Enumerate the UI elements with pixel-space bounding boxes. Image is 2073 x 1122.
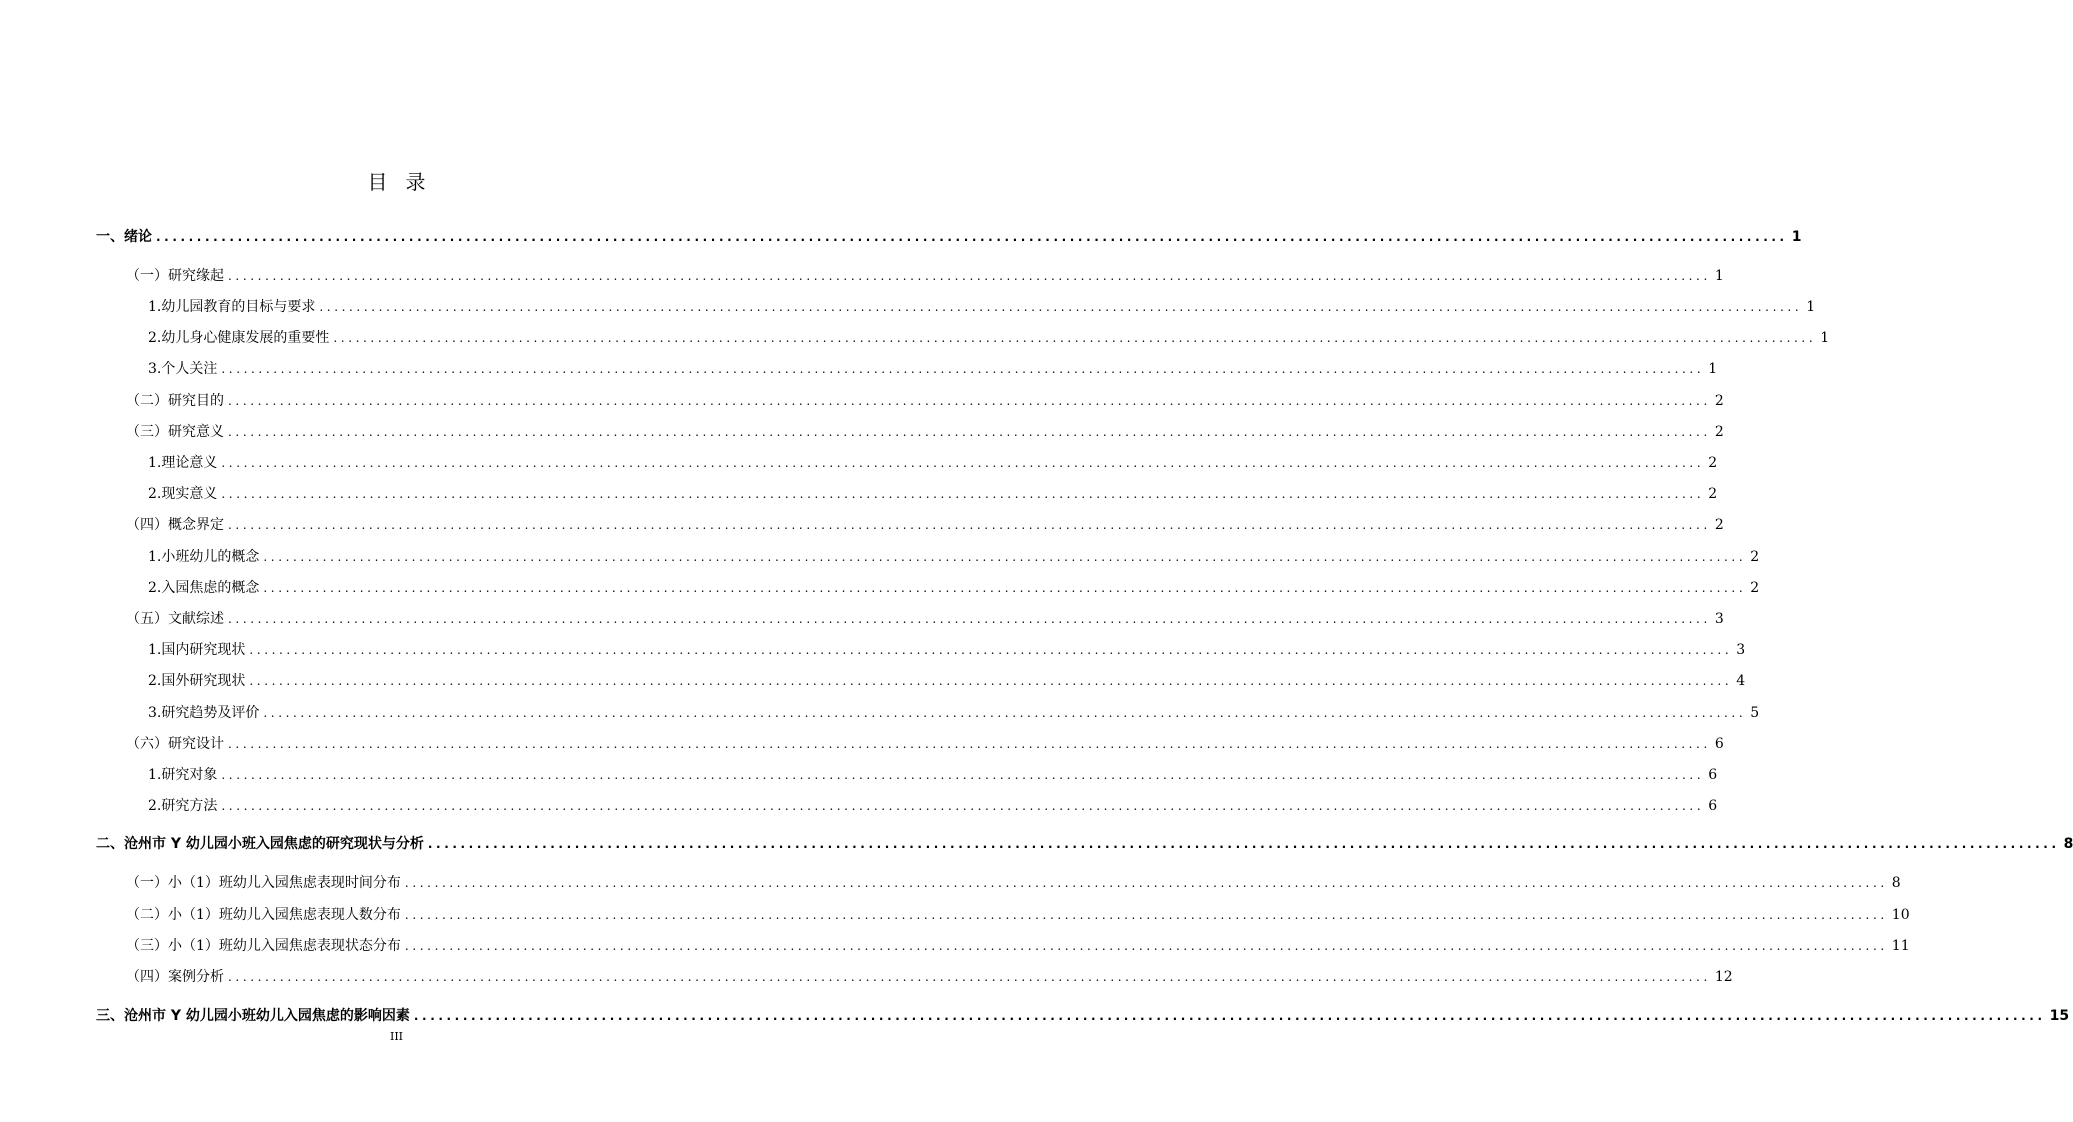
toc-leader-dots: ........................................................................................................................................................................................................ (263, 550, 1747, 564)
toc-entry-number: 1. (148, 549, 162, 565)
toc-leader-dots: ........................................................................................................................................................................................................ (156, 230, 1788, 244)
toc-entry-title: 小（1）班幼儿入园焦虑表现人数分布 (168, 907, 401, 923)
toc-entry-page: 2 (1750, 580, 1760, 596)
toc-leader-dots: ........................................................................................................................................................................................................ (263, 581, 1747, 595)
toc-entry-number: （三） (126, 424, 168, 440)
toc-entry[interactable] (126, 872, 1901, 894)
toc-leader-dots: ........................................................................................................................................................................................................ (228, 394, 1711, 408)
toc-entry-number: （一） (126, 268, 168, 284)
toc-entry-page: 2 (1714, 424, 1724, 440)
toc-entry-number: 1. (148, 299, 162, 315)
toc-entry-page: 1 (1806, 299, 1816, 315)
toc-entry-number: 一、 (96, 229, 124, 245)
toc-leader-dots: ........................................................................................................................................................................................................ (333, 331, 1817, 345)
toc-entry-page: 6 (1708, 767, 1718, 783)
toc-entry-page: 1 (1708, 361, 1718, 377)
toc-entry[interactable] (126, 608, 1724, 630)
toc-entry-title: 研究目的 (168, 393, 224, 409)
toc-entry-page: 6 (1708, 798, 1718, 814)
toc-entry-number: （五） (126, 611, 168, 627)
toc-entry[interactable] (148, 327, 1830, 349)
toc-entry-title: 小（1）班幼儿入园焦虑表现状态分布 (168, 938, 401, 954)
toc-entry[interactable] (148, 577, 1760, 599)
toc-entry[interactable] (148, 795, 1718, 817)
toc-entry-page: 6 (1714, 736, 1724, 752)
page-title (0, 166, 793, 195)
toc-entry-title: 理论意义 (161, 455, 218, 471)
toc-entry-title: 研究趋势及评价 (161, 705, 260, 721)
toc-entry-number: （一） (126, 875, 168, 891)
toc-entry-page: 2 (1708, 455, 1718, 471)
toc-entry[interactable] (148, 358, 1718, 380)
toc-leader-dots: ........................................................................................................................................................................................................ (413, 1009, 2046, 1023)
toc-entry-number: 二、 (96, 836, 124, 852)
toc-entry[interactable] (126, 514, 1724, 536)
toc-leader-dots: ........................................................................................................................................................................................................ (228, 970, 1711, 984)
toc-leader-dots: ........................................................................................................................................................................................................ (221, 799, 1705, 813)
toc-entry-page: 10 (1891, 907, 1910, 923)
toc-entry-number: 1. (148, 767, 162, 783)
toc-entry-title: 幼儿园教育的目标与要求 (161, 299, 316, 315)
toc-entry-number: 1. (148, 642, 162, 658)
toc-entry-title: 沧州市 Y 幼儿园小班幼儿入园焦虑的影响因素 (124, 1008, 410, 1024)
toc-entry-page: 3 (1736, 642, 1746, 658)
toc-entry-title: 幼儿身心健康发展的重要性 (161, 330, 330, 346)
toc-entry-number: 1. (148, 455, 162, 471)
toc-entry-page: 8 (2063, 836, 2073, 852)
toc-leader-dots: ........................................................................................................................................................................................................ (249, 643, 1733, 657)
toc-leader-dots: ........................................................................................................................................................................................................ (228, 737, 1711, 751)
toc-entry-page: 2 (1708, 486, 1718, 502)
toc-leader-dots: ........................................................................................................................................................................................................ (228, 612, 1711, 626)
toc-entry-page: 2 (1714, 517, 1724, 533)
toc-entry-title: 文献综述 (168, 611, 224, 627)
toc-leader-dots: ........................................................................................................................................................................................................ (427, 837, 2060, 851)
toc-leader-dots: ........................................................................................................................................................................................................ (221, 456, 1705, 470)
page-number-footer: III (389, 1030, 404, 1043)
toc-entry-page: 8 (1891, 875, 1901, 891)
toc-leader-dots: ........................................................................................................................................................................................................ (221, 362, 1705, 376)
toc-entry[interactable] (126, 904, 1910, 926)
toc-entry-number: （二） (126, 907, 168, 923)
toc-entry[interactable] (126, 421, 1724, 443)
toc-entry[interactable] (96, 226, 1802, 248)
title-part-2: 录 (405, 170, 426, 194)
toc-entry-title: 研究意义 (168, 424, 224, 440)
toc-entry-page: 5 (1750, 705, 1760, 721)
toc-entry[interactable] (148, 546, 1760, 568)
toc-entry-page: 2 (1714, 393, 1724, 409)
toc-leader-dots: ........................................................................................................................................................................................................ (221, 487, 1705, 501)
toc-entry-page: 3 (1714, 611, 1724, 627)
toc-entry-title: 研究对象 (161, 767, 218, 783)
toc-entry-page: 1 (1820, 330, 1830, 346)
toc-entry[interactable] (126, 265, 1724, 287)
toc-leader-dots: ........................................................................................................................................................................................................ (319, 300, 1803, 314)
toc-entry-number: （六） (126, 736, 168, 752)
toc-entry-title: 国内研究现状 (161, 642, 246, 658)
toc-entry-number: 2. (148, 673, 162, 689)
toc-entry-number: 2. (148, 330, 162, 346)
toc-entry-page: 4 (1736, 673, 1746, 689)
toc-leader-dots: ........................................................................................................................................................................................................ (228, 269, 1711, 283)
toc-entry-title: 小班幼儿的概念 (161, 549, 260, 565)
toc-entry-page: 1 (1791, 229, 1802, 245)
toc-entry[interactable] (148, 670, 1746, 692)
toc-entry[interactable] (148, 702, 1760, 724)
toc-entry[interactable] (126, 966, 1733, 988)
title-part-1: 目 (367, 170, 388, 194)
toc-leader-dots: ........................................................................................................................................................................................................ (404, 939, 1888, 953)
toc-entry[interactable] (96, 1005, 2070, 1027)
toc-entry[interactable] (148, 296, 1816, 318)
toc-entry[interactable] (148, 483, 1718, 505)
toc-entry-title: 研究设计 (168, 736, 224, 752)
toc-entry[interactable] (148, 764, 1718, 786)
toc-entry[interactable] (126, 733, 1724, 755)
toc-entry-page: 15 (2049, 1008, 2070, 1024)
toc-entry-title: 小（1）班幼儿入园焦虑表现时间分布 (168, 875, 401, 891)
toc-entry-title: 概念界定 (168, 517, 224, 533)
toc-entry-title: 国外研究现状 (161, 673, 246, 689)
toc-entry-page: 2 (1750, 549, 1760, 565)
toc-entry-title: 案例分析 (168, 969, 224, 985)
toc-entry-number: （四） (126, 969, 168, 985)
toc-entry[interactable] (148, 452, 1718, 474)
toc-entry-title: 沧州市 Y 幼儿园小班入园焦虑的研究现状与分析 (124, 836, 424, 852)
toc-entry-number: 三、 (96, 1008, 124, 1024)
toc-entry[interactable] (126, 390, 1724, 412)
toc-entry-number: 2. (148, 798, 162, 814)
toc-leader-dots: ........................................................................................................................................................................................................ (228, 518, 1711, 532)
toc-entry-number: 3. (148, 361, 162, 377)
toc-entry-number: （四） (126, 517, 168, 533)
toc-entry-page: 1 (1714, 268, 1724, 284)
toc-entry-title: 入园焦虑的概念 (161, 580, 260, 596)
toc-leader-dots: ........................................................................................................................................................................................................ (404, 908, 1888, 922)
toc-entry[interactable] (148, 639, 1746, 661)
toc-entry-number: 2. (148, 486, 162, 502)
toc-entry-number: （三） (126, 938, 168, 954)
toc-entry-title: 研究缘起 (168, 268, 224, 284)
toc-leader-dots: ........................................................................................................................................................................................................ (263, 706, 1747, 720)
toc-leader-dots: ........................................................................................................................................................................................................ (249, 674, 1733, 688)
toc-leader-dots: ........................................................................................................................................................................................................ (404, 876, 1888, 890)
toc-entry-number: 2. (148, 580, 162, 596)
toc-entry-title: 研究方法 (161, 798, 218, 814)
toc-entry-page: 11 (1891, 938, 1910, 954)
toc-entry[interactable] (96, 833, 2073, 855)
toc-leader-dots: ........................................................................................................................................................................................................ (221, 768, 1705, 782)
toc-entry[interactable] (126, 935, 1910, 957)
toc-entry-title: 现实意义 (161, 486, 218, 502)
toc-entry-number: 3. (148, 705, 162, 721)
toc-leader-dots: ........................................................................................................................................................................................................ (228, 425, 1711, 439)
toc-entry-page: 12 (1714, 969, 1733, 985)
toc-entry-title: 绪论 (124, 229, 152, 245)
toc-entry-title: 个人关注 (161, 361, 218, 377)
toc-entry-number: （二） (126, 393, 168, 409)
